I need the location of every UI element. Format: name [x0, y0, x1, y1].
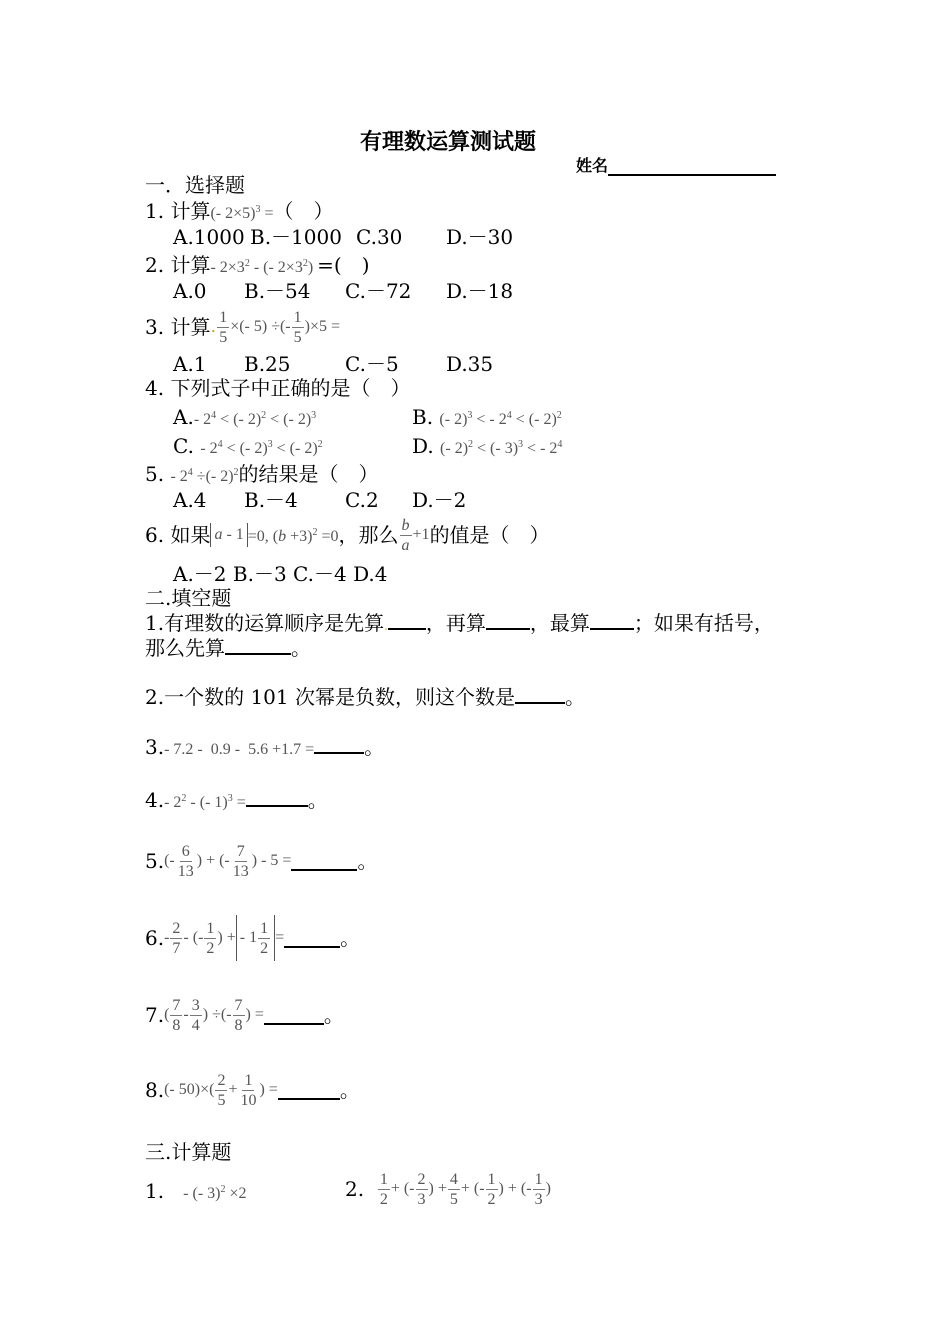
fill-q7-number: 7. — [145, 1003, 165, 1027]
calc-q1 — [145, 1178, 247, 1206]
q6-abs-expression: a - 1 — [210, 523, 247, 547]
fill-q1-line2 — [145, 636, 311, 660]
section-fill-heading: 二.填空题 — [145, 586, 232, 610]
q2-option-c: C.－72 — [345, 279, 412, 303]
fill-q4-number: 4. — [145, 788, 165, 812]
q1-option-a: A.1000 — [173, 225, 245, 249]
calc-q2-expr-b: ) + — [428, 1180, 447, 1197]
q1-expression: (- 2×5)$^3$ = — [210, 204, 274, 222]
fill-q8-expr-b: + — [228, 1081, 238, 1098]
fill-q3-number: 3. — [145, 735, 165, 759]
name-line[interactable] — [608, 160, 776, 176]
fill-q5-frac-7-13: $\frac{7}{13}$ — [232, 842, 249, 880]
fill-q3-end: 。 — [364, 735, 385, 759]
fill-q5-expr-b: ) + (- — [196, 852, 230, 869]
q6-options — [173, 562, 387, 586]
q3-frac-1-5: $\frac{1}{5}$ — [219, 308, 228, 346]
q4-label-b: B. — [412, 405, 434, 429]
q3-expression-b: )×5 = — [304, 318, 341, 335]
fill-q2-end: 。 — [564, 685, 585, 709]
fill-q6-frac-2-7: $\frac{2}{7}$ — [172, 919, 181, 957]
fill-q8-frac-1-10: $\frac{1}{10}$ — [240, 1071, 257, 1109]
choice-q5 — [145, 461, 379, 489]
fill-q4-blank[interactable] — [246, 788, 308, 807]
fill-q4-end: 。 — [307, 788, 328, 812]
calc-q2-expr-d: ) + (- — [498, 1180, 532, 1197]
calc-q2-frac-1-2b: $\frac{1}{2}$ — [487, 1170, 496, 1208]
fill-q5-number: 5. — [145, 849, 165, 873]
calc-q2-frac-1-3: $\frac{1}{3}$ — [534, 1170, 543, 1208]
fill-q1-text-d: ；如果有括号， — [633, 611, 774, 635]
q3-option-d: D.35 — [446, 352, 494, 376]
q4-label-d: D. — [412, 434, 434, 458]
q6-suffix: 的值是（ ） — [429, 523, 550, 547]
choice-q6 — [145, 512, 550, 558]
q6-frac-b-a: $\frac{b}{a}$ — [401, 516, 410, 554]
fill-q6-abs: - 1 $\frac{1}{2}$ — [236, 915, 275, 961]
fill-q3-expression: - 7.2 - 0.9 - 5.6 +1.7 = — [164, 741, 315, 758]
calc-q2-frac-4-5: $\frac{4}{5}$ — [449, 1170, 458, 1208]
fill-q1-blank-4[interactable] — [225, 636, 291, 655]
q3-option-b: B.25 — [244, 352, 291, 376]
calc-q1-expression: - (- 3)$^2$ ×2 — [183, 1184, 247, 1202]
calc-q1-number: 1. — [145, 1179, 165, 1203]
fill-q6 — [145, 913, 360, 963]
section-choice-heading: 一．选择题 — [145, 173, 245, 197]
q2-expression: - $2\times 3^2$ - (- $2\times 3^2$) — [210, 258, 318, 276]
calc-q2 — [345, 1164, 551, 1214]
q2-option-a: A.0 — [173, 279, 207, 303]
fill-q4 — [145, 787, 328, 815]
q5-suffix: 的结果是（ ） — [238, 462, 379, 486]
q5-option-d: D.－2 — [412, 488, 467, 512]
q6-mid: ，那么 — [338, 523, 399, 547]
q6-option-b: B.－3 — [232, 562, 287, 586]
q6-option-c: C.－4 — [293, 562, 347, 586]
q3-option-c: C.－5 — [345, 352, 399, 376]
calc-q2-expr-e: ) — [545, 1180, 551, 1197]
fill-q1-text-a: 1.有理数的运算顺序是先算 — [145, 611, 385, 635]
q4-prefix: 下列式子中正确的是（ ） — [170, 376, 411, 400]
fill-q8-blank[interactable] — [278, 1081, 340, 1100]
fill-q7-end: 。 — [323, 1003, 344, 1027]
calc-q2-expr-c: + (- — [460, 1180, 485, 1197]
name-label: 姓名 — [576, 156, 609, 175]
fill-q8-number: 8. — [145, 1078, 165, 1102]
calc-q2-number: 2. — [345, 1177, 365, 1201]
q6-option-a: A.－2 — [173, 562, 227, 586]
q4-option-a: A.- $2^4$ < (- 2)$^2$ < (- 2)$^3$ — [173, 405, 317, 429]
fill-q1-text-c: ，最算 — [529, 611, 590, 635]
fill-q6-blank[interactable] — [284, 929, 340, 948]
fill-q6-expr-a: - — [164, 929, 170, 946]
q6-prefix: 如果 — [170, 523, 211, 547]
q1-option-b: B.－1000 — [250, 225, 342, 249]
fill-q1-text-e: 那么先算 — [145, 636, 225, 660]
q6-number: 6. — [145, 523, 165, 547]
fill-q8-end: 。 — [339, 1078, 360, 1102]
fill-q7-frac-3-4: $\frac{3}{4}$ — [191, 996, 200, 1034]
fill-q7-blank[interactable] — [264, 1006, 324, 1025]
fill-q2 — [145, 685, 585, 709]
name-field — [576, 153, 776, 176]
fill-q6-expr-b: - (- — [183, 929, 204, 946]
fill-q1-text-b: ，再算 — [425, 611, 486, 635]
page-title: 有理数运算测试题 — [360, 130, 537, 155]
fill-q1-blank-1[interactable] — [388, 611, 426, 630]
fill-q6-expr-c: ) + — [217, 929, 236, 946]
q2-tail: =( ) — [317, 253, 370, 277]
q6-plus-one: +1 — [412, 526, 430, 543]
choice-q2 — [145, 252, 370, 280]
q3-frac-1-5b: $\frac{1}{5}$ — [293, 308, 302, 346]
fill-q6-expr-d: = — [275, 929, 285, 946]
fill-q7-expr-a: ( — [164, 1006, 170, 1023]
q2-option-b: B.－54 — [244, 279, 311, 303]
section-calc-heading: 三.计算题 — [145, 1140, 232, 1164]
fill-q6-number: 6. — [145, 926, 165, 950]
q1-prefix: 计算 — [170, 199, 211, 223]
choice-q4 — [145, 376, 410, 400]
fill-q2-blank[interactable] — [515, 685, 565, 704]
q6-expression: =0, $(b +3)^2 =0$ — [247, 527, 339, 545]
fill-q8-expr-a: (- 50)×( — [164, 1081, 215, 1098]
fill-q5-frac-6-13: $\frac{6}{13}$ — [177, 842, 194, 880]
q3-expression-a: ×(- 5) ÷(- — [230, 318, 291, 335]
q5-option-b: B.－4 — [244, 488, 298, 512]
fill-q5-blank[interactable] — [291, 852, 357, 871]
fill-q3 — [145, 735, 384, 762]
q5-option-c: C.2 — [345, 488, 379, 512]
q4-option-b: B. (- 2)$^3$ < - $2^4$ < (- 2)$^2$ — [412, 405, 562, 429]
q3-prefix: 计算 — [170, 315, 211, 339]
fill-q7-frac-7-8b: $\frac{7}{8}$ — [234, 996, 243, 1034]
fill-q7-expr-d: ) = — [245, 1006, 264, 1023]
q3-option-a: A.1 — [173, 352, 207, 376]
fill-q3-blank[interactable] — [314, 735, 364, 754]
fill-q5-expr-a: (- — [164, 852, 175, 869]
q1-option-d: D.－30 — [446, 225, 514, 249]
q1-tail: （ ） — [273, 199, 334, 223]
fill-q1-end: 。 — [291, 636, 311, 660]
q4-option-c: C. - $2^4$ < (- 2)$^3$ < (- 2)$^2$ — [173, 434, 323, 458]
q2-prefix: 计算 — [170, 253, 211, 277]
fill-q7-expr-c: ) ÷(- — [202, 1006, 232, 1023]
fill-q7 — [145, 991, 344, 1039]
q4-number: 4. — [145, 376, 165, 400]
fill-q1-line1: 1.有理数的运算顺序是先算. ，再算 ，最算 ；如果有括号， — [145, 611, 774, 635]
choice-q1 — [145, 198, 334, 226]
q6-option-d: D.4 — [353, 562, 388, 586]
calc-q2-expr-a: + (- — [390, 1180, 415, 1197]
q1-option-c: C.30 — [356, 225, 403, 249]
fill-q4-expression: - $2^2$ - (- 1)$^3$ = — [164, 793, 246, 811]
choice-q3: 3. 计算 . $\frac{1}{5}$ ×(- 5) ÷(- $\frac{1}{5}$ )×5 = — [145, 308, 341, 346]
fill-q5 — [145, 838, 377, 884]
fill-q2-text: 2.一个数的 101 次幂是负数，则这个数是 — [145, 685, 515, 709]
q5-number: 5. — [145, 462, 165, 486]
fill-q7-expr-b: - — [183, 1006, 189, 1023]
calc-q2-frac-2-3: $\frac{2}{3}$ — [417, 1170, 426, 1208]
fill-q8-expr-c: ) = — [259, 1081, 278, 1098]
fill-q8-frac-2-5: $\frac{2}{5}$ — [217, 1071, 226, 1109]
q5-option-a: A.4 — [173, 488, 207, 512]
q4-label-c: C. — [173, 434, 194, 458]
q3-number: 3. — [145, 315, 165, 339]
fill-q6-frac-1-2: $\frac{1}{2}$ — [206, 919, 215, 957]
fill-q7-frac-7-8: $\frac{7}{8}$ — [172, 996, 181, 1034]
q5-expression: - $2^4$ ÷(- 2)$^2$ — [170, 467, 239, 485]
q2-option-d: D.－18 — [446, 279, 514, 303]
fill-q8 — [145, 1066, 360, 1114]
q4-label-a: A. — [173, 405, 194, 429]
fill-q5-end: 。 — [357, 849, 378, 873]
q1-number: 1. — [145, 199, 165, 223]
calc-q2-frac-1-2: $\frac{1}{2}$ — [379, 1170, 388, 1208]
fill-q1-blank-3[interactable] — [590, 611, 634, 630]
fill-q6-end: 。 — [340, 926, 361, 950]
q2-number: 2. — [145, 253, 165, 277]
fill-q5-expr-c: ) - 5 = — [251, 852, 292, 869]
q4-option-d: D. (- 2)$^2$ < (- 3)$^3$ < - $2^4$ — [412, 434, 563, 458]
fill-q1-blank-2[interactable] — [486, 611, 530, 630]
